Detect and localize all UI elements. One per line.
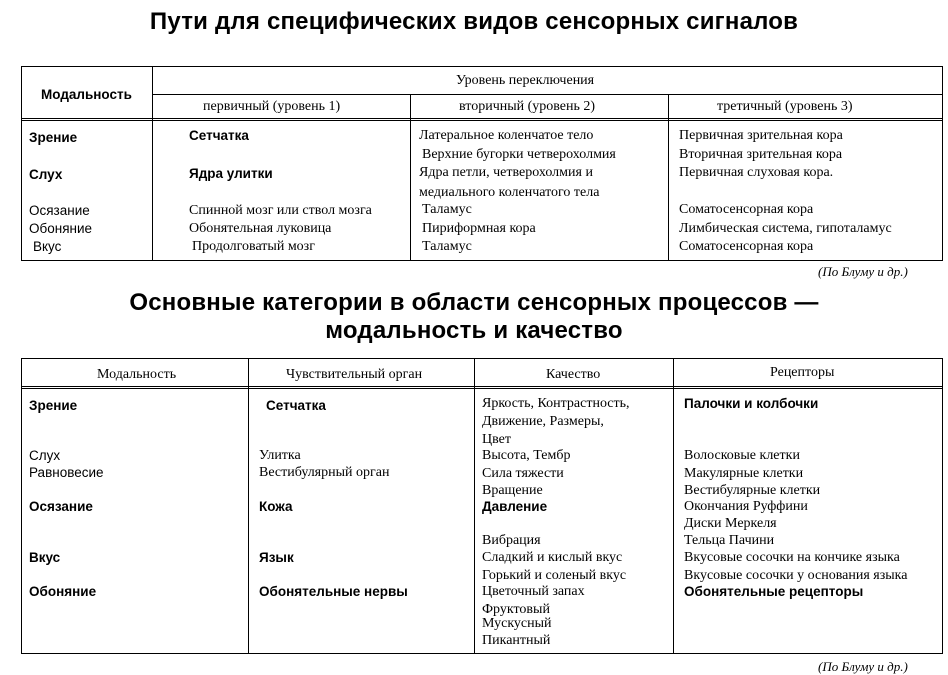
table2-cell: Обонятельные рецепторы: [684, 584, 864, 599]
table2-cell: Цветочный запах: [482, 584, 585, 599]
table1-cell: Зрение: [29, 130, 78, 145]
table1-cell: Верхние бугорки четверохолмия: [422, 147, 616, 162]
table2-header-receptors: Рецепторы: [770, 365, 835, 380]
table1-cell: Ядра улитки: [189, 166, 273, 181]
table2-cell: Фруктовый: [482, 602, 550, 617]
table2-cell: Кожа: [259, 499, 293, 514]
table1-cell: Вторичная зрительная кора: [679, 147, 843, 162]
table2-header-divider: [21, 388, 942, 389]
table2-cell: Тельца Пачини: [684, 533, 775, 548]
table1-divider: [152, 66, 153, 260]
table1-cell: Осязание: [29, 203, 90, 218]
table2-cell: Макулярные клетки: [684, 466, 804, 481]
table1-divider: [152, 94, 942, 95]
table2-cell: Горький и соленый вкус: [482, 568, 627, 583]
table2-cell: Вкусовые сосочки на кончике языка: [684, 550, 900, 565]
table1-cell: Латеральное коленчатое тело: [419, 128, 594, 143]
table1-cell: Первичная слуховая кора.: [679, 165, 834, 180]
table2-cell: Улитка: [259, 448, 301, 463]
table2-cell: Высота, Тембр: [482, 448, 571, 463]
table1-cell: Ядра петли, четверохолмия и: [419, 165, 593, 180]
table1-cell: Таламус: [422, 202, 472, 217]
table2-cell: Осязание: [29, 499, 93, 514]
table1-cell: Продолговатый мозг: [192, 239, 315, 254]
table1-cell: Таламус: [422, 239, 472, 254]
table2-source: (По Блуму и др.): [818, 659, 908, 674]
table1-cell: Соматосенсорная кора: [679, 239, 814, 254]
table2-cell: Сладкий и кислый вкус: [482, 550, 623, 565]
table1-header-primary: первичный (уровень 1): [203, 99, 341, 114]
table1-header-divider: [21, 120, 942, 121]
table2-cell: Вкусовые сосочки у основания языка: [684, 568, 908, 583]
table2-cell: Окончания Руффини: [684, 499, 808, 514]
table2-cell: Вестибулярный орган: [259, 465, 390, 480]
table2-header-modality: Модальность: [97, 367, 177, 382]
table1-cell: Вкус: [33, 239, 62, 254]
table2-header-divider: [21, 386, 942, 387]
table2-cell: Движение, Размеры,: [482, 414, 604, 429]
table2-cell: Давление: [482, 499, 548, 514]
table2-divider: [673, 358, 674, 653]
table2-divider: [474, 358, 475, 653]
table1-cell: медиального коленчатого тела: [419, 185, 600, 200]
table2-header-organ: Чувствительный орган: [286, 367, 423, 382]
table2-cell: Пикантный: [482, 633, 551, 648]
table2-cell: Слух: [29, 448, 61, 463]
table2-cell: Сила тяжести: [482, 466, 564, 481]
table2-cell: Вкус: [29, 550, 61, 565]
table2-cell: Вращение: [482, 483, 543, 498]
table2-cell: Диски Меркеля: [684, 516, 777, 531]
table2-cell: Равновесие: [29, 465, 104, 480]
table2-title-line2: модальность и качество: [325, 317, 623, 344]
table2-title: Основные категории в области сенсорных процессов —: [129, 289, 819, 316]
table2-cell: Цвет: [482, 432, 511, 447]
table1-cell: Сетчатка: [189, 128, 249, 143]
table1-cell: Спинной мозг или ствол мозга: [189, 203, 372, 218]
table2-cell: Язык: [259, 550, 294, 565]
table1-cell: Слух: [29, 167, 63, 182]
table2-cell: Обонятельные нервы: [259, 584, 408, 599]
table2-cell: Волосковые клетки: [684, 448, 800, 463]
table1-cell: Пириформная кора: [422, 221, 536, 236]
table2-cell: Яркость, Контрастность,: [482, 396, 630, 411]
table2-cell: Сетчатка: [266, 398, 326, 413]
table2-divider: [248, 358, 249, 653]
table1-cell: Первичная зрительная кора: [679, 128, 843, 143]
table1-cell: Обоняние: [29, 221, 93, 236]
table2-cell: Обоняние: [29, 584, 97, 599]
table2-cell: Зрение: [29, 398, 78, 413]
table2-cell: Вестибулярные клетки: [684, 483, 821, 498]
table1-header-modality: Модальность: [41, 87, 132, 102]
table1-header-divider: [21, 118, 942, 119]
table1-header-tertiary: третичный (уровень 3): [717, 99, 853, 114]
table1-header-level: Уровень переключения: [456, 73, 595, 88]
table1-title: Пути для специфических видов сенсорных сигналов: [149, 8, 799, 35]
table1-cell: Обонятельная луковица: [189, 221, 332, 236]
table2-cell: Вибрация: [482, 533, 541, 548]
table1-header-secondary: вторичный (уровень 2): [459, 99, 596, 114]
table2-header-quality: Качество: [546, 367, 601, 382]
table1-cell: Лимбическая система, гипоталамус: [679, 221, 892, 236]
table1-cell: Соматосенсорная кора: [679, 202, 814, 217]
table1-source: (По Блуму и др.): [818, 264, 908, 279]
table2-cell: Мускусный: [482, 616, 552, 631]
table2-cell: Палочки и колбочки: [684, 396, 819, 411]
